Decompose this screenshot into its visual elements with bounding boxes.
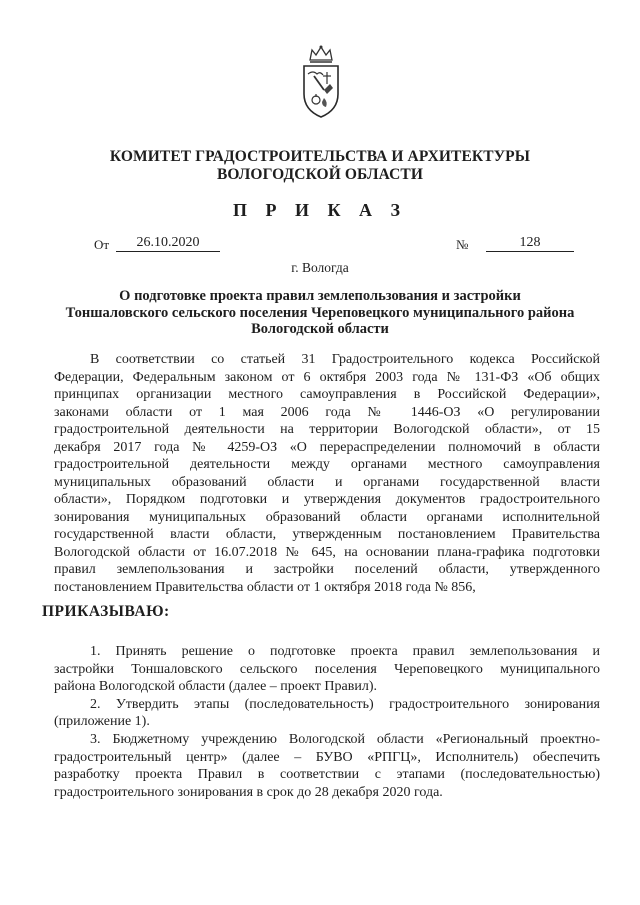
item-line: 1. Принять решение о подготовке проекта правил землепользования и — [90, 644, 600, 659]
decree-heading: ПРИКАЗЫВАЮ: — [42, 603, 170, 620]
subject-line: О подготовке проекта правил землепользования и застройки — [119, 288, 521, 304]
item-line: (приложение 1). — [54, 714, 150, 729]
coat-of-arms-icon — [300, 44, 342, 120]
item-line: застройки Тоншаловского сельского поселения Череповецкого муниципального — [54, 662, 600, 677]
preamble-line: Вологодской области от 16.07.2018 № 645, на основании плана-графика подготовки — [54, 545, 600, 560]
item-line: разработку проекта Правил в соответствии с этапами (последовательностью) — [54, 767, 600, 782]
preamble-line: законами области от 1 мая 2006 года № 1446-ОЗ «О регулировании — [54, 405, 600, 420]
item-line: градостроительного зонирования в срок до 28 декабря 2020 года. — [54, 785, 443, 800]
preamble-line: правил землепользования и застройки поселений области, утвержденного — [54, 562, 600, 577]
subject-line: Вологодской области — [251, 321, 389, 337]
city-name: г. Вологда — [291, 260, 349, 275]
item-line: градостроительный центр» (далее – БУВО «РПГЦ», Исполнитель) обеспечить — [54, 750, 600, 765]
subject-line: Тоншаловского сельского поселения Череповецкого муниципального района — [65, 305, 575, 321]
preamble-line: муниципальных образований области и органами государственной власти — [54, 475, 600, 490]
preamble-line: государственной власти области, утвержденным постановлением Правительства — [54, 527, 600, 542]
preamble-line: принципах организации местного самоуправления в Российской Федерации», — [54, 387, 600, 402]
preamble-line: области», Порядком подготовки и утверждения документов градостроительного — [54, 492, 600, 507]
preamble-line: градостроительной деятельности между органами местного самоуправления — [54, 457, 600, 472]
date-label: От — [94, 237, 110, 252]
preamble-line: постановлением Правительства области от 1 октября 2018 года № 856, — [54, 580, 476, 595]
preamble-line: декабря 2017 года № 4259-ОЗ «О перераспределении полномочий в области — [54, 440, 600, 455]
number-value: 128 — [486, 235, 574, 252]
document-type-title: П Р И К А З — [232, 200, 408, 220]
item-line: 2. Утвердить этапы (последовательность) градостроительного зонирования — [90, 697, 600, 712]
preamble-line: В соответствии со статьей 31 Градостроительного кодекса Российской — [90, 352, 600, 367]
preamble-line: градостроительной деятельности на территории Вологодской области», от 15 — [54, 422, 600, 437]
organization-name-line1: КОМИТЕТ ГРАДОСТРОИТЕЛЬСТВА И АРХИТЕКТУРЫ — [109, 148, 531, 165]
number-label: № — [456, 237, 469, 252]
organization-name-line2: ВОЛОГОДСКОЙ ОБЛАСТИ — [216, 166, 424, 183]
date-value: 26.10.2020 — [116, 235, 220, 252]
preamble-line: зонирования муниципальных образований области органами исполнительной — [54, 510, 600, 525]
item-line: района Вологодской области (далее – проект Правил). — [54, 679, 377, 694]
preamble-line: Федерации, Федеральным законом от 6 октября 2003 года № 131-ФЗ «Об общих — [54, 370, 600, 385]
item-line: 3. Бюджетному учреждению Вологодской области «Региональный проектно- — [90, 732, 600, 747]
